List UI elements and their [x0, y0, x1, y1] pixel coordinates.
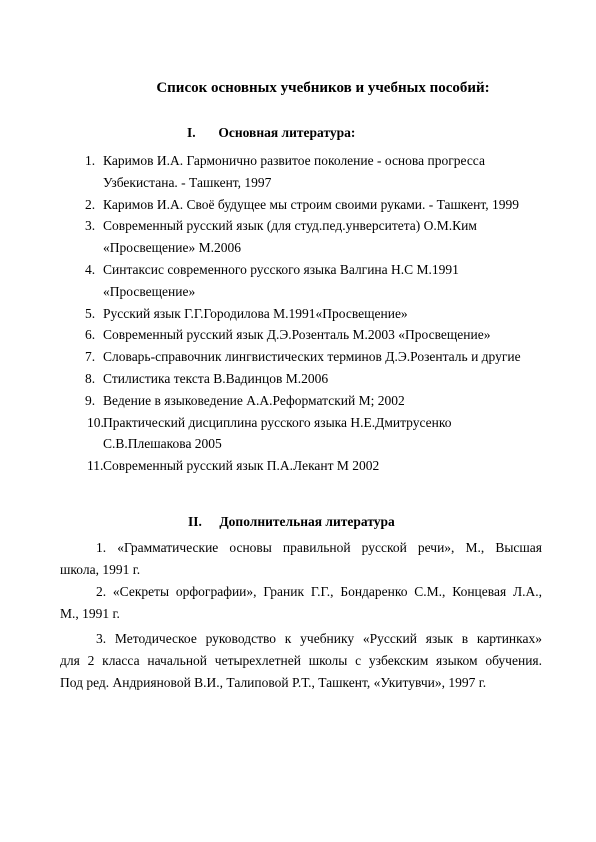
section-heading-text: Основная литература: [218, 125, 356, 140]
page-title: Список основных учебников и учебных пособий: [156, 80, 490, 96]
section-heading-main [0, 125, 596, 141]
item-text: Узбекистана. - Ташкент, 1997 [103, 174, 272, 190]
list-item [0, 346, 596, 368]
item-text: Каримов И.А. Своё будущее мы строим своими руками. - Ташкент, 1999 [103, 196, 519, 212]
section-heading-additional [0, 514, 596, 530]
item-number: 4. [85, 261, 96, 277]
item-number: 9. [85, 392, 96, 408]
list-item [0, 412, 596, 456]
item-number: 10. [87, 414, 104, 430]
item-text: школа, 1991 г. [60, 561, 141, 577]
item-text: 3. Методическое руководство к учебнику «Русский язык в картинках» [96, 631, 542, 646]
item-text: Каримов И.А. Гармонично развитое поколение - основа прогресса [103, 153, 485, 168]
section-heading-text: Дополнительная литература [219, 514, 395, 529]
item-text: Русский язык Г.Г.Городилова М.1991«Просвещение» [103, 305, 408, 321]
additional-item [60, 628, 542, 693]
item-text: 2. «Секреты орфографии», Граник Г.Г., Бондаренко С.М., Концевая Л.А., [96, 584, 542, 599]
item-text: С.В.Плешакова 2005 [103, 436, 222, 452]
additional-item [60, 537, 542, 581]
item-number: 1. [85, 153, 96, 168]
item-text: Синтаксис современного русского языка Валгина Н.С М.1991 [103, 261, 459, 277]
item-text: «Просвещение» [103, 283, 196, 299]
item-text: Под ред. Андрияновой В.И., Талиповой Р.Т., Ташкент, «Укитувчи», 1997 г. [60, 674, 487, 690]
list-item [0, 368, 596, 390]
item-text: «Просвещение» М.2006 [103, 240, 241, 256]
item-text: Современный русский язык П.А.Лекант М 2002 [103, 458, 380, 474]
item-number: 11. [87, 458, 104, 474]
list-item [0, 194, 596, 216]
item-number: 2. [85, 196, 96, 212]
item-text: Стилистика текста В.Вадинцов М.2006 [103, 370, 329, 386]
item-text: Современный русский язык Д.Э.Розенталь М.2003 «Просвещение» [103, 327, 491, 343]
list-item [0, 215, 596, 259]
list-item [0, 390, 596, 412]
item-text: 1. «Грамматические основы правильной русской речи», М., Высшая [96, 540, 542, 555]
item-text: для 2 класса начальной четырехлетней школы с узбекским языком обучения. [60, 652, 542, 668]
list-item [0, 455, 596, 477]
list-item [0, 303, 596, 325]
item-text: М., 1991 г. [60, 605, 120, 621]
item-number: 3. [85, 218, 96, 234]
item-number: 8. [85, 370, 96, 386]
item-number: 7. [85, 349, 96, 365]
list-item [0, 259, 596, 303]
additional-item [60, 581, 542, 625]
section-numeral: I. [187, 125, 196, 140]
item-number: 5. [85, 305, 96, 321]
list-item [0, 324, 596, 346]
list-item [0, 150, 596, 194]
item-text: Современный русский язык (для студ.пед.унверситета) О.М.Ким [103, 218, 477, 234]
item-text: Словарь-справочник лингвистических терминов Д.Э.Розенталь и другие [103, 349, 521, 365]
section-numeral: II. [188, 514, 202, 529]
main-literature-list [0, 150, 596, 477]
item-number: 6. [85, 327, 96, 343]
item-text: Практический дисциплина русского языка Н.Е.Дмитрусенко [103, 414, 452, 430]
item-text: Ведение в языковедение А.А.Реформатский М; 2002 [103, 392, 405, 408]
